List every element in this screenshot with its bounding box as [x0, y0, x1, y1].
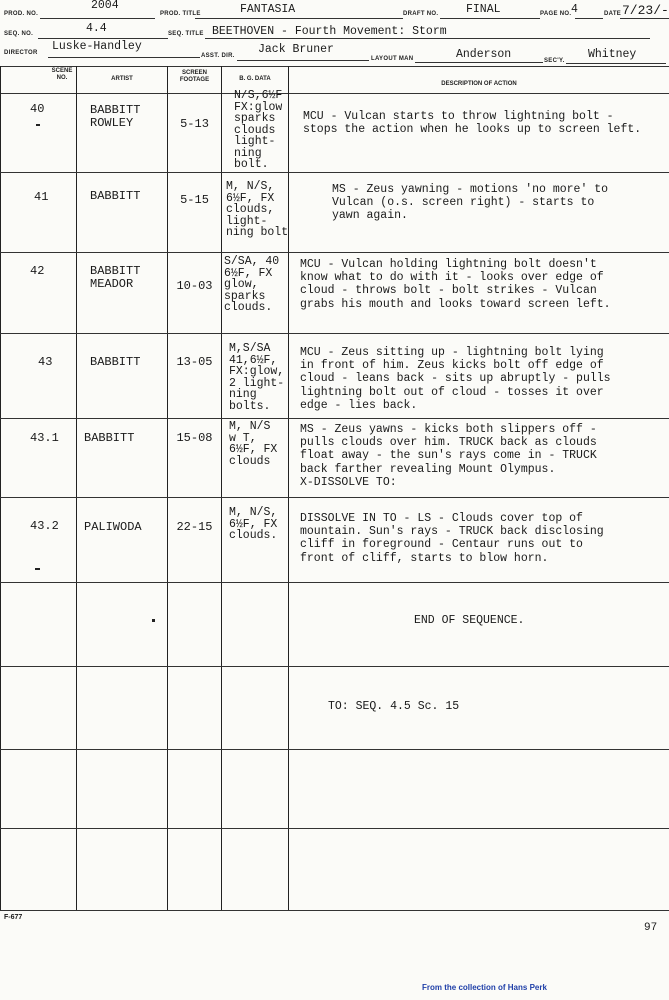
director-value: Luske-Handley: [52, 40, 142, 53]
row-42-artist: BABBITT MEADOR: [90, 264, 141, 291]
row-43-1-bg: M, N/S w T, 6½F, FX clouds: [229, 420, 278, 468]
page-mark: 97: [644, 922, 658, 934]
row-41-scene: 41: [34, 190, 49, 204]
layout-man-value: Anderson: [456, 48, 512, 61]
page-no-label: PAGE NO.: [540, 11, 572, 17]
row-42-footage: 10-03: [176, 279, 213, 293]
row-40-desc: MCU - Vulcan starts to throw lightning bolt - stops the action when he looks up to screen left.: [303, 110, 642, 137]
row-43-2-bg: M, N/S, 6½F, FX clouds.: [229, 506, 278, 542]
pen-mark: [35, 568, 40, 570]
row-42-bg: S/SA, 40 6½F, FX glow, sparks clouds.: [224, 255, 280, 314]
date-label: DATE: [604, 11, 622, 17]
row-43-1-scene: 43.1: [30, 431, 59, 445]
row-43-2-footage: 22-15: [176, 520, 213, 534]
row-43-desc: MCU - Zeus sitting up - lightning bolt lying in front of him. Zeus kicks bolt off edge of cloud - leans back - sits up abruptly - pulls lightning bolt out of cloud - tosses it over edge - lies back.: [300, 346, 611, 412]
row-42-scene: 42: [30, 264, 45, 278]
row-43-2-desc: DISSOLVE IN TO - LS - Clouds cover top of mountain. Sun's rays - TRUCK back disclosing cliff in foreground - Centaur runs out to front of cliff, starts to blow horn.: [300, 512, 604, 565]
collection-credit: From the collection of Hans Perk: [422, 983, 547, 992]
row-40-artist: BABBITT ROWLEY: [90, 103, 141, 130]
page-no-value: 4: [571, 3, 578, 16]
asst-dir-value: Jack Bruner: [258, 43, 334, 56]
secy-label: SEC'Y.: [544, 58, 565, 64]
next-sequence-text: TO: SEQ. 4.5 Sc. 15: [328, 700, 460, 713]
row-40-footage: 5-13: [180, 117, 209, 131]
seq-title-label: SEQ. TITLE: [168, 31, 204, 37]
row-43-1-artist: BABBITT: [84, 431, 135, 445]
row-43-artist: BABBITT: [90, 355, 141, 369]
end-of-sequence-text: END OF SEQUENCE.: [414, 614, 525, 627]
row-42-desc: MCU - Vulcan holding lightning bolt doesn't know what to do with it - looks over edge of cloud - throws bolt - bolt strikes - Vulcan grabs his mouth and looks toward screen left.: [300, 258, 611, 311]
pen-mark: [36, 124, 40, 126]
seq-title-value: BEETHOVEN - Fourth Movement: Storm: [212, 25, 447, 38]
asst-dir-label: ASST. DIR.: [201, 53, 235, 59]
prod-title-label: PROD. TITLE: [160, 11, 201, 17]
date-value: 7/23/-: [622, 3, 669, 18]
row-40-bg: N/S,6½F FX:glow sparks clouds light- ning bolt.: [234, 90, 283, 171]
row-43-1-desc: MS - Zeus yawns - kicks both slippers off - pulls clouds over him. TRUCK back as clouds float away - the sun's rays come in - TRUCK back farther revealing Mount Olympus. X-DISSOLVE TO:: [300, 423, 597, 489]
prod-title-value: FANTASIA: [240, 3, 296, 16]
pen-mark: [152, 619, 155, 622]
seq-no-label: SEQ. NO.: [4, 31, 34, 37]
col-header-footage: SCREEN FOOTAGE: [179, 70, 210, 83]
row-43-footage: 13-05: [176, 355, 213, 369]
row-43-bg: M,S/SA 41,6½F, FX:glow, 2 light- ning bolts.: [229, 342, 285, 413]
secy-value: Whitney: [588, 48, 637, 61]
row-43-2-artist: PALIWODA: [84, 520, 142, 534]
col-header-bg-data: B. G. DATA: [239, 76, 271, 82]
row-41-footage: 5-15: [180, 193, 209, 207]
director-label: DIRECTOR: [4, 50, 38, 56]
prod-no-value: 2004: [91, 0, 119, 12]
row-43-2-scene: 43.2: [30, 519, 59, 533]
row-40-scene: 40: [30, 102, 45, 116]
col-header-artist: ARTIST: [111, 76, 133, 82]
row-41-desc: MS - Zeus yawning - motions 'no more' to Vulcan (o.s. screen right) - starts to yawn again.: [332, 183, 609, 223]
draft-no-label: DRAFT NO.: [403, 11, 439, 17]
seq-no-value: 4.4: [86, 22, 107, 35]
row-43-1-footage: 15-08: [176, 431, 213, 445]
col-header-scene-no: SCENE NO.: [51, 68, 73, 81]
form-number: F-677: [4, 914, 23, 921]
row-41-bg: M, N/S, 6½F, FX clouds, light- ning bolt: [226, 180, 289, 239]
layout-man-label: LAYOUT MAN: [371, 56, 414, 62]
col-header-description: DESCRIPTION OF ACTION: [441, 81, 517, 87]
row-41-artist: BABBITT: [90, 189, 141, 203]
row-43-scene: 43: [38, 355, 53, 369]
prod-no-label: PROD. NO.: [4, 11, 39, 17]
draft-no-value: FINAL: [466, 3, 501, 16]
